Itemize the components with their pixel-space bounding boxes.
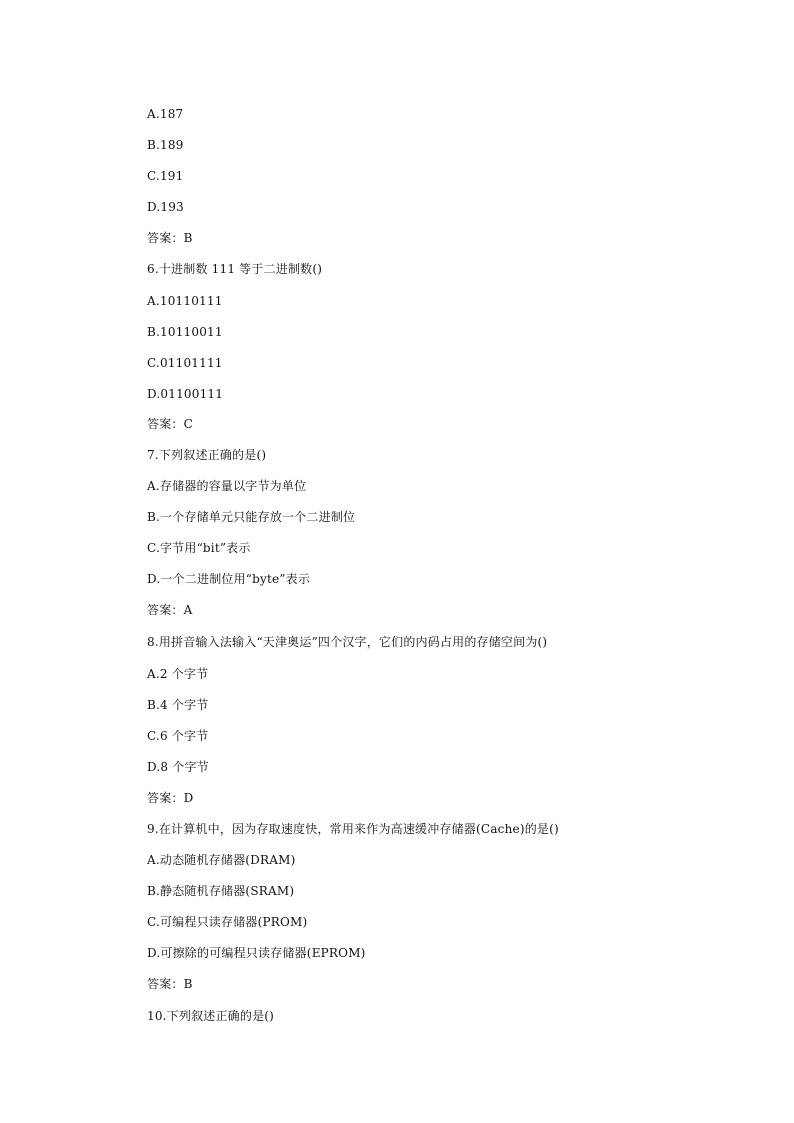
option-a-q9: A.动态随机存储器(DRAM) [147,853,296,867]
option-a-q8: A.2 个字节 [147,667,209,681]
option-d-q5: D.193 [147,200,184,214]
option-b-q9: B.静态随机存储器(SRAM) [147,884,295,898]
option-a-q6: A.10110111 [147,294,223,308]
question-6: 6.十进制数 111 等于二进制数() [147,262,323,276]
answer-q6: 答案：C [147,417,193,431]
option-b-q7: B.一个存储单元只能存放一个二进制位 [147,510,356,524]
option-d-q7: D.一个二进制位用“byte”表示 [147,572,311,586]
option-c-q7: C.字节用“bit”表示 [147,541,251,555]
option-c-q5: C.191 [147,169,184,183]
question-9: 9.在计算机中，因为存取速度快，常用来作为高速缓冲存储器(Cache)的是() [147,822,559,836]
option-d-q9: D.可擦除的可编程只读存储器(EPROM) [147,946,366,960]
question-10: 10.下列叙述正确的是() [147,1009,275,1023]
option-d-q6: D.01100111 [147,387,224,401]
option-a-q7: A.存储器的容量以字节为单位 [147,479,307,493]
option-b-q5: B.189 [147,138,184,152]
option-d-q8: D.8 个字节 [147,760,209,774]
option-c-q8: C.6 个字节 [147,729,209,743]
option-b-q8: B.4 个字节 [147,698,209,712]
option-b-q6: B.10110011 [147,325,223,339]
option-c-q9: C.可编程只读存储器(PROM) [147,915,308,929]
option-a-q5: A.187 [147,107,184,121]
question-7: 7.下列叙述正确的是() [147,448,267,462]
answer-q8: 答案：D [147,791,194,805]
answer-q9: 答案：B [147,977,193,991]
answer-q5: 答案：B [147,231,193,245]
question-8: 8.用拼音输入法输入“天津奥运”四个汉字，它们的内码占用的存储空间为() [147,635,548,649]
option-c-q6: C.01101111 [147,356,223,370]
answer-q7: 答案：A [147,603,193,617]
